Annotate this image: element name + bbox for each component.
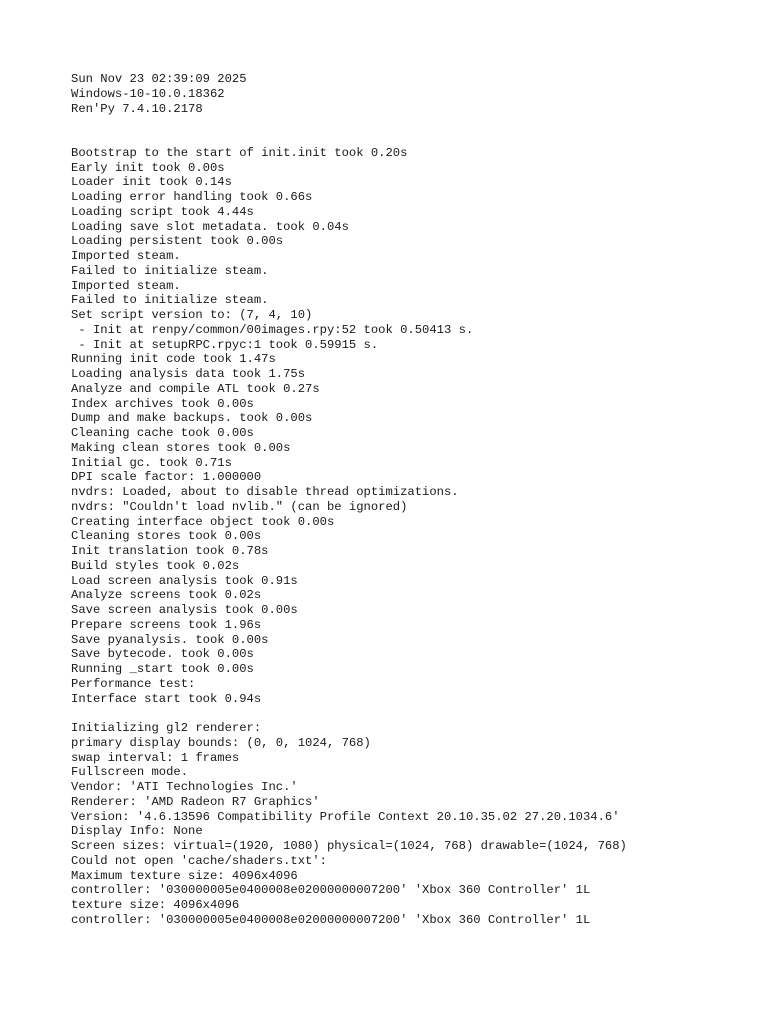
log-line: Save screen analysis took 0.00s (71, 603, 298, 617)
log-line: Early init took 0.00s (71, 160, 225, 175)
log-line: Init translation took 0.78s (71, 544, 269, 558)
log-line: Analyze screens took 0.02s (71, 588, 262, 603)
log-line: Failed to initialize steam. (71, 263, 269, 278)
log-line: Load screen analysis took 0.91s (71, 573, 298, 588)
log-line: nvdrs: Loaded, about to disable thread optimizations. (71, 485, 459, 499)
log-line: Performance test: (71, 676, 196, 691)
log-line: Loading script took 4.44s (71, 204, 254, 219)
log-line: Cleaning stores took 0.00s (71, 529, 262, 544)
log-line: Failed to initialize steam. (71, 293, 269, 308)
log-line: Version: '4.6.13596 Compatibility Profile Context 20.10.35.02 27.20.1034.6' (71, 809, 620, 824)
log-line: Cleaning cache took 0.00s (71, 426, 254, 440)
log-line: Initializing gl2 renderer: (71, 721, 262, 735)
log-line: Renderer: 'AMD Radeon R7 Graphics' (71, 794, 320, 809)
log-line: Analyze and compile ATL took 0.27s (71, 381, 320, 396)
log-line: Interface start took 0.94s (71, 691, 262, 706)
log-line: Loading error handling took 0.66s (71, 190, 313, 204)
log-line: Running init code took 1.47s (71, 352, 276, 367)
log-line (71, 706, 627, 721)
log-line: Prepare screens took 1.96s (71, 617, 262, 632)
log-line: Bootstrap to the start of init.init took 0.20s (71, 145, 408, 160)
log-line: Loader init took 0.14s (71, 175, 232, 190)
log-line: Save pyanalysis. took 0.00s (71, 632, 269, 647)
log-line: Initial gc. took 0.71s (71, 455, 232, 470)
log-line: texture size: 4096x4096 (71, 898, 240, 912)
log-line (71, 116, 627, 131)
log-line: Imported steam. (71, 249, 181, 263)
log-line: controller: '030000005e0400008e02000000007200' 'Xbox 360 Controller' 1L (71, 912, 591, 927)
log-line: Set script version to: (7, 4, 10) (71, 308, 313, 322)
log-line: controller: '030000005e0400008e02000000007200' 'Xbox 360 Controller' 1L (71, 883, 591, 898)
log-line: Running _start took 0.00s (71, 662, 254, 676)
log-line: Loading analysis data took 1.75s (71, 367, 306, 381)
log-line: Dump and make backups. took 0.00s (71, 411, 313, 426)
log-line: Loading save slot metadata. took 0.04s (71, 219, 349, 234)
log-line: Fullscreen mode. (71, 765, 189, 780)
log-text (71, 72, 627, 928)
log-line: Sun Nov 23 02:39:09 2025 (71, 72, 247, 86)
log-line: nvdrs: "Couldn't load nvlib." (can be ignored) (71, 499, 408, 514)
log-line: swap interval: 1 frames (71, 750, 240, 765)
log-line: Index archives took 0.00s (71, 396, 254, 411)
log-line: Maximum texture size: 4096x4096 (71, 868, 298, 883)
log-line: Making clean stores took 0.00s (71, 440, 291, 455)
log-line: Build styles took 0.02s (71, 558, 240, 573)
log-line: Screen sizes: virtual=(1920, 1080) physical=(1024, 768) drawable=(1024, 768) (71, 839, 627, 853)
log-line: - Init at renpy/common/00images.rpy:52 took 0.50413 s. (71, 322, 474, 337)
log-line: Windows-10-10.0.18362 (71, 86, 225, 101)
log-line: Creating interface object took 0.00s (71, 514, 335, 529)
log-line: Could not open 'cache/shaders.txt': (71, 853, 327, 868)
log-line: primary display bounds: (0, 0, 1024, 768) (71, 735, 371, 750)
log-line: Ren'Py 7.4.10.2178 (71, 101, 203, 116)
log-line: Loading persistent took 0.00s (71, 234, 284, 249)
log-line: Display Info: None (71, 824, 203, 839)
log-line (71, 131, 627, 146)
log-line: Imported steam. (71, 278, 181, 293)
log-line: Vendor: 'ATI Technologies Inc.' (71, 780, 298, 794)
log-line: Save bytecode. took 0.00s (71, 647, 254, 662)
log-line: - Init at setupRPC.rpyc:1 took 0.59915 s. (71, 337, 379, 352)
log-line: DPI scale factor: 1.000000 (71, 470, 262, 485)
